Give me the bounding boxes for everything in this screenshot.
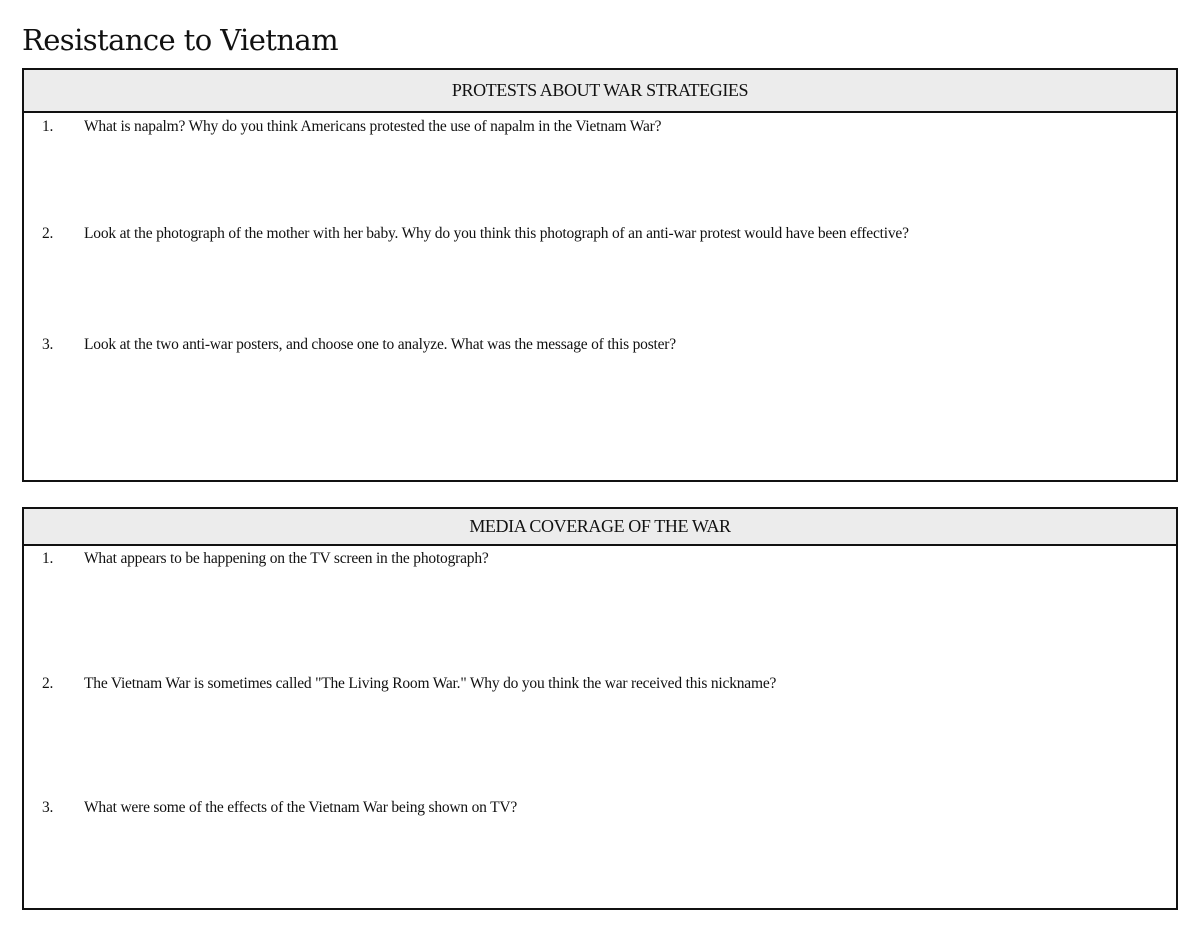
question-number: 3. [42,336,54,353]
question-item [24,222,1174,246]
question-item [24,672,1174,696]
question-item [24,547,1174,571]
section-heading: MEDIA COVERAGE OF THE WAR [24,509,1176,546]
question-number: 1. [42,118,54,135]
question-text: What were some of the effects of the Vietnam War being shown on TV? [84,799,518,816]
question-text: The Vietnam War is sometimes called "The Living Room War." Why do you think the war received this nickname? [84,675,777,692]
question-number: 2. [42,225,54,242]
section-heading: PROTESTS ABOUT WAR STRATEGIES [24,70,1176,113]
question-number: 3. [42,799,54,816]
question-number: 2. [42,675,54,692]
question-text: Look at the two anti-war posters, and choose one to analyze. What was the message of this poster? [84,336,676,353]
question-text: What is napalm? Why do you think Americans protested the use of napalm in the Vietnam War? [84,118,662,135]
question-number: 1. [42,550,54,567]
question-item [24,115,1174,139]
question-item [24,333,1174,357]
question-text: Look at the photograph of the mother with her baby. Why do you think this photograph of an anti-war protest would have been effective? [84,225,909,242]
page-title: Resistance to Vietnam [22,23,339,57]
question-text: What appears to be happening on the TV screen in the photograph? [84,550,489,567]
question-item [24,796,1174,820]
